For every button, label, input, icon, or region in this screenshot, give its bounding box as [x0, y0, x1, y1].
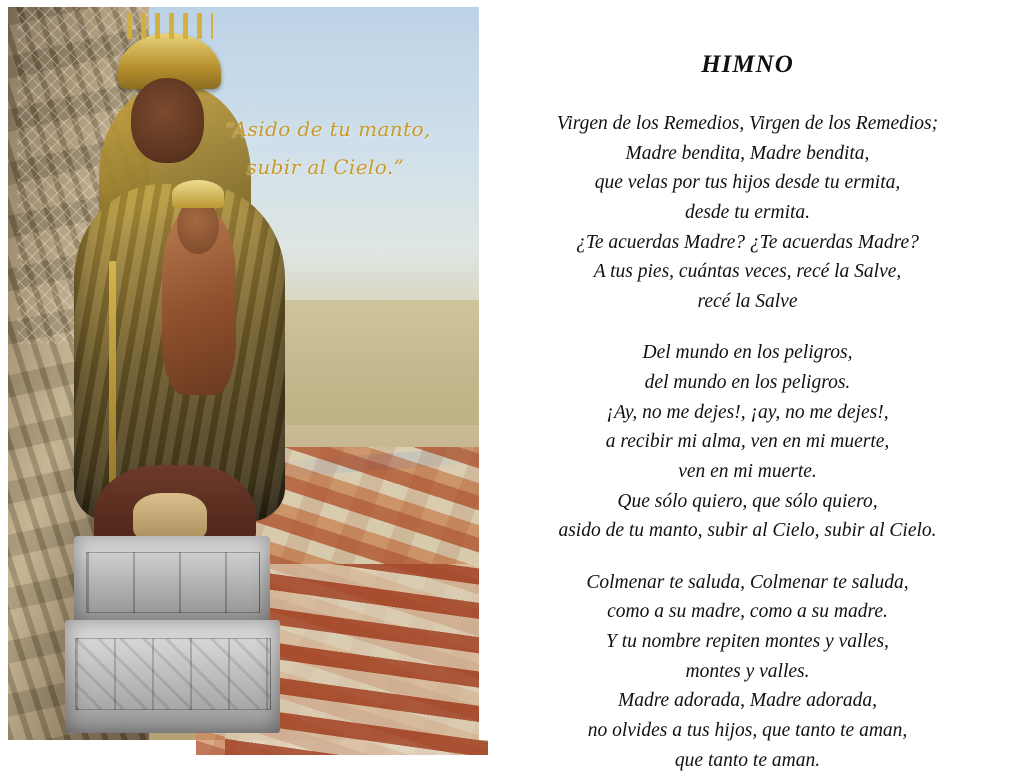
- hymn-line: Virgen de los Remedios, Virgen de los Remedios;: [505, 109, 990, 139]
- photo-caption-line-2: subir al Cielo.”: [225, 148, 470, 186]
- hymn-line: que velas por tus hijos desde tu ermita,: [505, 168, 990, 198]
- hymn-line: Colmenar te saluda, Colmenar te saluda,: [505, 568, 990, 598]
- hymn-line: Y tu nombre repiten montes y valles,: [505, 627, 990, 657]
- page-title: HIMNO: [505, 51, 990, 79]
- hymn-line: asido de tu manto, subir al Cielo, subir al Cielo.: [505, 516, 990, 546]
- hymn-line: A tus pies, cuántas veces, recé la Salve,: [505, 257, 990, 287]
- hymn-stanza-3: [505, 568, 990, 775]
- hymn-line: Madre adorada, Madre adorada,: [505, 686, 990, 716]
- hymn-line: Madre bendita, Madre bendita,: [505, 139, 990, 169]
- hymn-line: Del mundo en los peligros,: [505, 338, 990, 368]
- hymn-stanza-2: [505, 338, 990, 545]
- hymn-line: montes y valles.: [505, 657, 990, 687]
- statue-photo: [8, 7, 479, 740]
- hymn-line: que tanto te aman.: [505, 746, 990, 775]
- pedestal-base: [65, 620, 281, 733]
- hymn-line: ¿Te acuerdas Madre? ¿Te acuerdas Madre?: [505, 228, 990, 258]
- pedestal-upper: [74, 536, 270, 627]
- hymn-line: ¡Ay, no me dejes!, ¡ay, no me dejes!,: [505, 398, 990, 428]
- hymn-line: recé la Salve: [505, 287, 990, 317]
- hymn-line: del mundo en los peligros.: [505, 368, 990, 398]
- hymn-line: Que sólo quiero, que sólo quiero,: [505, 487, 990, 517]
- photo-caption: [225, 110, 470, 186]
- hymn-stanza-1: [505, 109, 990, 316]
- hymn-panel: [479, 7, 1016, 740]
- virgin-face: [131, 78, 204, 162]
- hymn-line: como a su madre, como a su madre.: [505, 597, 990, 627]
- hymn-line: no olvides a tus hijos, que tanto te aman,: [505, 716, 990, 746]
- hymn-line: a recibir mi alma, ven en mi muerte,: [505, 427, 990, 457]
- scepter: [109, 261, 116, 514]
- hymn-line: desde tu ermita.: [505, 198, 990, 228]
- hymn-line: ven en mi muerte.: [505, 457, 990, 487]
- photo-caption-line-1: “Asido de tu manto,: [225, 117, 431, 141]
- child-crown-icon: [172, 180, 223, 208]
